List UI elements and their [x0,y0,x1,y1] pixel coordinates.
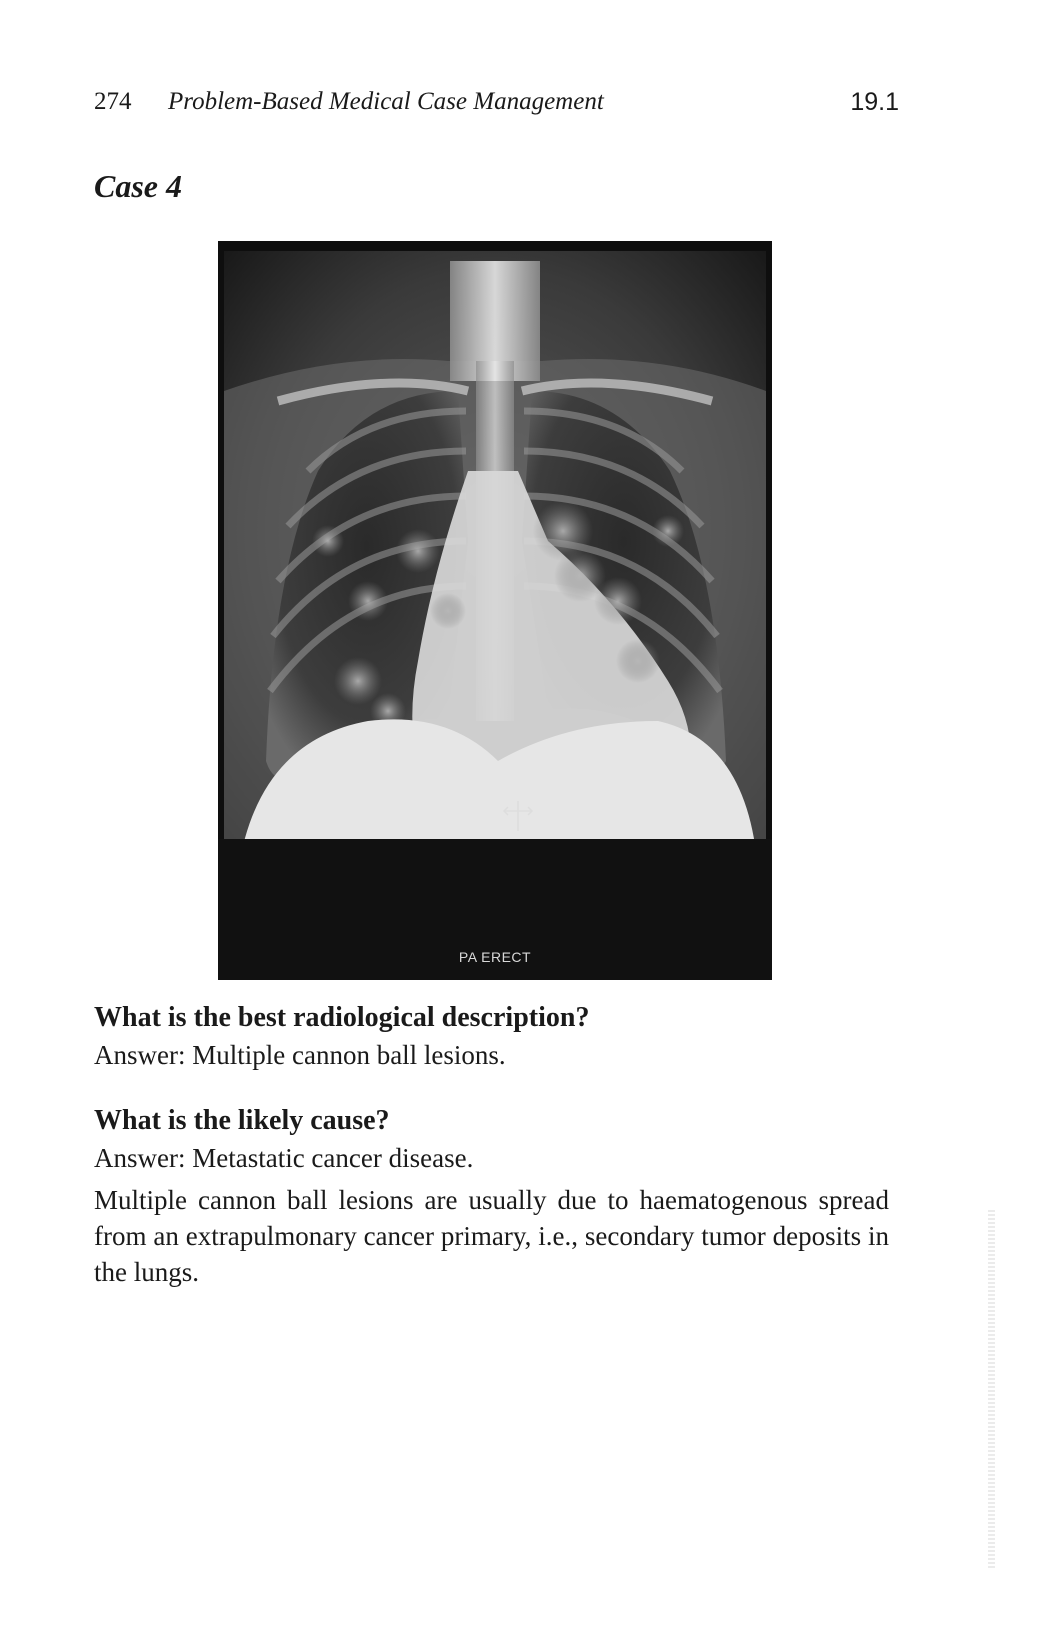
scan-edge-artifact [988,1210,995,1570]
case-heading: Case 4 [94,168,182,204]
chest-xray-figure [218,241,772,980]
answer-2: Answer: Metastatic cancer disease. [94,1143,474,1173]
film-label: PA ERECT [458,949,532,965]
explanation-paragraph: Multiple cannon ball lesions are usually due to haematogenous spread from an extrapulmonary cancer primary, i.e., secondary tumor deposits in the lungs. [94,1185,889,1287]
question-1: What is the best radiological description? [94,1002,590,1033]
section-number: 19.1 [850,88,899,116]
answer-1: Answer: Multiple cannon ball lesions. [94,1040,506,1070]
question-2: What is the likely cause? [94,1105,390,1136]
running-head [94,88,899,124]
page-number: 274 [94,88,132,115]
book-title: Problem-Based Medical Case Management [168,88,604,115]
chest-xray-image [218,241,772,980]
